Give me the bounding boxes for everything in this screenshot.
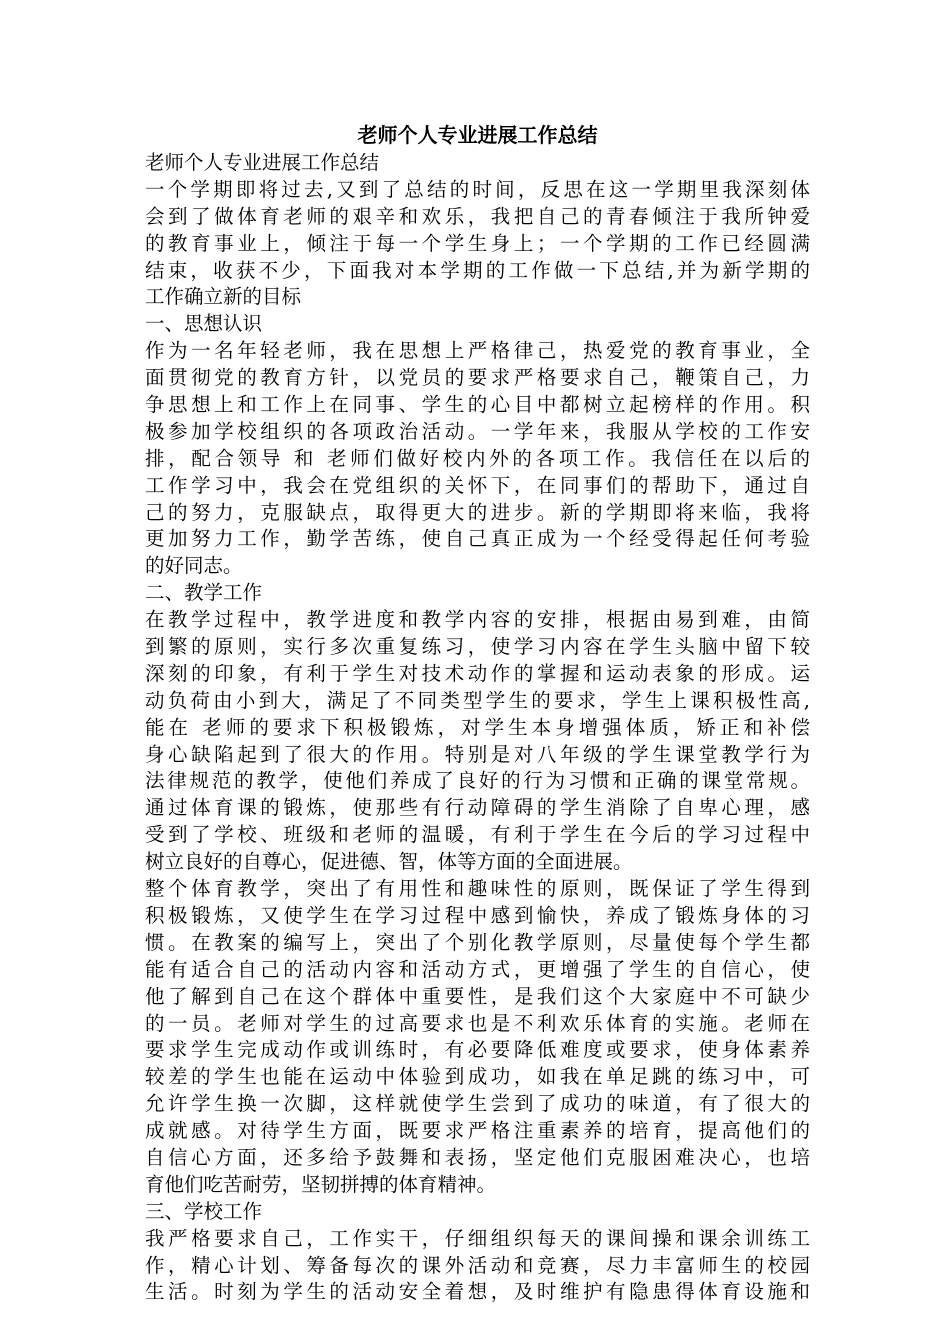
text-line: 老师个人专业进展工作总结 bbox=[145, 151, 380, 174]
text-line: 树立良好的自尊心，促进德、智，体等方面的全面进展。 bbox=[145, 850, 633, 874]
text-line: 能有适合自己的活动内容和活动方式，更增强了学生的自信心，使 bbox=[145, 957, 810, 981]
text-line: 争思想上和工作上在同事、学生的心目中都树立起榜样的作用。积 bbox=[145, 393, 810, 417]
text-line: 育他们吃苦耐劳，坚韧拼搏的体育精神。 bbox=[145, 1172, 497, 1196]
text-line: 极参加学校组织的各项政治活动。一学年来，我服从学校的工作安 bbox=[145, 419, 810, 443]
text-line: 通过体育课的锻炼，使那些有行动障碍的学生消除了自卑心理，感 bbox=[145, 796, 810, 820]
text-line: 工作确立新的目标 bbox=[145, 285, 302, 309]
text-line: 生活。时刻为学生的活动安全着想，及时维护有隐患得体育设施和 bbox=[145, 1280, 810, 1304]
text-line: 的教育事业上，倾注于每一个学生身上；一个学期的工作已经圆满 bbox=[145, 231, 810, 255]
text-line: 更加努力工作，勤学苦练，使自己真正成为一个经受得起任何考验 bbox=[145, 527, 810, 551]
text-line: 二、教学工作 bbox=[145, 581, 263, 605]
text-line: 允许学生换一次脚，这样就使学生尝到了成功的味道，有了很大的 bbox=[145, 1092, 810, 1116]
text-line: 积极锻炼，又使学生在学习过程中感到愉快，养成了锻炼身体的习 bbox=[145, 903, 810, 927]
text-line: 结束，收获不少，下面我对本学期的工作做一下总结,并为新学期的 bbox=[145, 258, 810, 282]
text-line: 要求学生完成动作或训练时，有必要降低难度或要求，使身体素养 bbox=[145, 1038, 810, 1062]
text-line: 身心缺陷起到了很大的作用。特别是对八年级的学生课堂教学行为 bbox=[145, 742, 810, 766]
document-page bbox=[145, 120, 810, 1306]
text-line: 自信心方面，还多给予鼓舞和表扬，坚定他们克服困难决心，也培 bbox=[145, 1145, 810, 1169]
text-line: 会到了做体育老师的艰辛和欢乐，我把自己的青春倾注于我所钟爱 bbox=[145, 204, 810, 228]
text-line: 整个体育教学，突出了有用性和趣味性的原则，既保证了学生得到 bbox=[145, 877, 810, 901]
text-line: 排，配合领导 和 老师们做好校内外的各项工作。我信任在以后的 bbox=[145, 446, 810, 470]
text-line: 受到了学校、班级和老师的温暖，有利于学生在今后的学习过程中 bbox=[145, 823, 810, 847]
text-line: 动负荷由小到大，满足了不同类型学生的要求，学生上课积极性高, bbox=[145, 688, 810, 712]
text-line: 较差的学生也能在运动中体验到成功，如我在单足跳的练习中，可 bbox=[145, 1065, 810, 1089]
text-line: 作为一名年轻老师，我在思想上严格律己，热爱党的教育事业，全 bbox=[145, 339, 810, 363]
text-line: 面贯彻党的教育方针，以党员的要求严格要求自己，鞭策自己，力 bbox=[145, 366, 810, 390]
text-line: 三、学校工作 bbox=[145, 1199, 263, 1223]
text-line: 作，精心计划、筹备每次的课外活动和竞赛，尽力丰富师生的校园 bbox=[145, 1253, 810, 1277]
text-line: 的一员。老师对学生的过高要求也是不利欢乐体育的实施。老师在 bbox=[145, 1011, 810, 1035]
text-line: 工作学习中，我会在党组织的关怀下，在同事们的帮助下，通过自 bbox=[145, 473, 810, 497]
text-line: 能在 老师的要求下积极锻炼，对学生本身增强体质，矫正和补偿 bbox=[145, 715, 810, 739]
text-line: 法律规范的教学，使他们养成了良好的行为习惯和正确的课堂常规。 bbox=[145, 769, 810, 793]
document-body bbox=[145, 150, 810, 1306]
text-line: 的好同志。 bbox=[145, 554, 243, 578]
text-line: 一个学期即将过去,又到了总结的时间，反思在这一学期里我深刻体 bbox=[145, 177, 810, 201]
text-line: 一、思想认识 bbox=[145, 312, 263, 336]
document-title: 老师个人专业进展工作总结 bbox=[357, 123, 598, 147]
text-line: 在教学过程中，教学进度和教学内容的安排，根据由易到难，由简 bbox=[145, 608, 810, 632]
text-line: 己的努力，克服缺点，取得更大的进步。新的学期即将来临，我将 bbox=[145, 500, 810, 524]
text-line: 我严格要求自己，工作实干，仔细组织每天的课间操和课余训练工 bbox=[145, 1226, 810, 1250]
text-line: 他了解到自己在这个群体中重要性，是我们这个大家庭中不可缺少 bbox=[145, 984, 810, 1008]
text-line: 成就感。对待学生方面，既要求严格注重素养的培育，提高他们的 bbox=[145, 1119, 810, 1143]
text-line: 惯。在教案的编写上，突出了个别化教学原则，尽量使每个学生都 bbox=[145, 930, 810, 954]
text-line: 到繁的原则，实行多次重复练习，使学习内容在学生头脑中留下较 bbox=[145, 635, 810, 659]
text-line: 深刻的印象，有利于学生对技术动作的掌握和运动表象的形成。运 bbox=[145, 661, 810, 685]
